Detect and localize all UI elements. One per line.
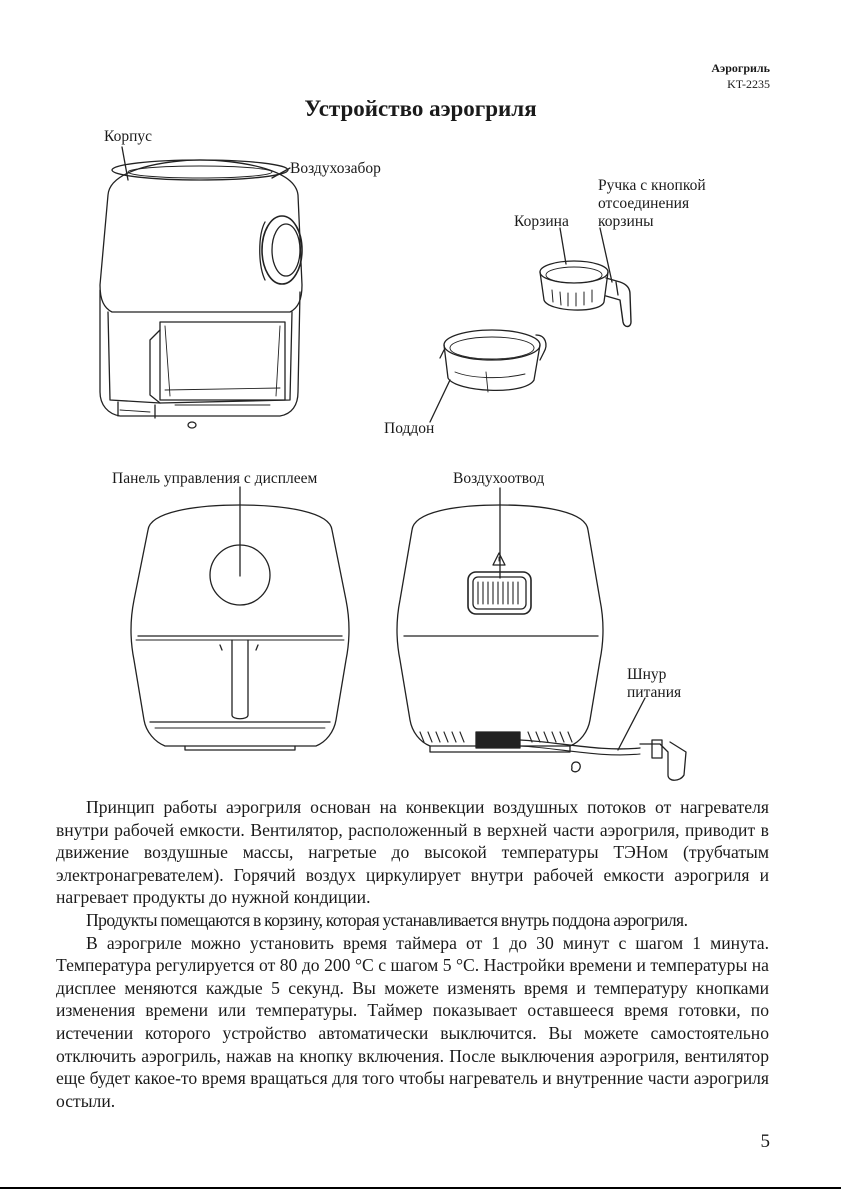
- label-control-panel: Панель управления с дисплеем: [112, 470, 318, 487]
- air-fryer-perspective-drawing: [100, 160, 302, 428]
- label-air-outlet: Воздухоотвод: [453, 470, 545, 487]
- body-text: [56, 796, 769, 1112]
- label-cord-line1: Шнур: [627, 666, 667, 683]
- paragraph-3: В аэрогриле можно установить время таймера от 1 до 30 минут с шагом 1 минута. Температура регулируется от 80 до 200 °С с шагом 5 °С. Настройки времени и температуры на дисплее меняются каждые 5 секунд. Вы можете изменять время и температуру кнопками изменения времени или температуры. Таймер показывает оставшееся время готовки, по истечении которого устройство автоматически выключится. Вы можете самостоятельно отключить аэрогриль, нажав на кнопку включения. После выключения аэрогриля, вентилятор еще будет какое-то время вращаться для того чтобы нагреватель и внутренние части аэрогриля остыли.: [56, 932, 769, 1111]
- tray-drawing: [440, 330, 546, 392]
- label-handle-line2: отсоединения: [598, 195, 690, 212]
- label-tray: Поддон: [384, 420, 435, 437]
- tray-leader-line: [430, 380, 450, 422]
- label-body: Корпус: [104, 128, 152, 145]
- header-model: KT-2235: [727, 77, 770, 91]
- basket-drawing: [540, 261, 631, 327]
- paragraph-1: Принцип работы аэрогриля основан на конвекции воздушных потоков от нагревателя внутри рабочей емкости. Вентилятор, расположенный в верхней части аэрогриля, приводит в движение воздушные массы, нагретые до высокой температуры ТЭНом (трубчатым электронагревателем). Горячий воздух циркулирует внутри рабочей емкости аэрогриля и нагревает продукты до нужной кондиции.: [56, 797, 769, 908]
- air-intake-leader-line: [272, 168, 290, 178]
- power-cord-leader-line: [618, 698, 645, 750]
- header-product: Аэрогриль: [711, 61, 770, 75]
- label-air-intake: Воздухозабор: [290, 160, 381, 177]
- label-handle-line3: корзины: [598, 213, 654, 230]
- page-number: 5: [760, 1131, 770, 1152]
- basket-leader-line: [560, 228, 566, 264]
- page-title: Устройство аэрогриля: [304, 96, 537, 121]
- label-handle-line1: Ручка с кнопкой: [598, 177, 706, 194]
- label-basket: Корзина: [514, 213, 569, 230]
- bottom-rule: [0, 1187, 841, 1189]
- paragraph-2: Продукты помещаются в корзину, которая устанавливается внутрь поддона аэрогриля.: [86, 909, 688, 930]
- label-cord-line2: питания: [627, 684, 682, 701]
